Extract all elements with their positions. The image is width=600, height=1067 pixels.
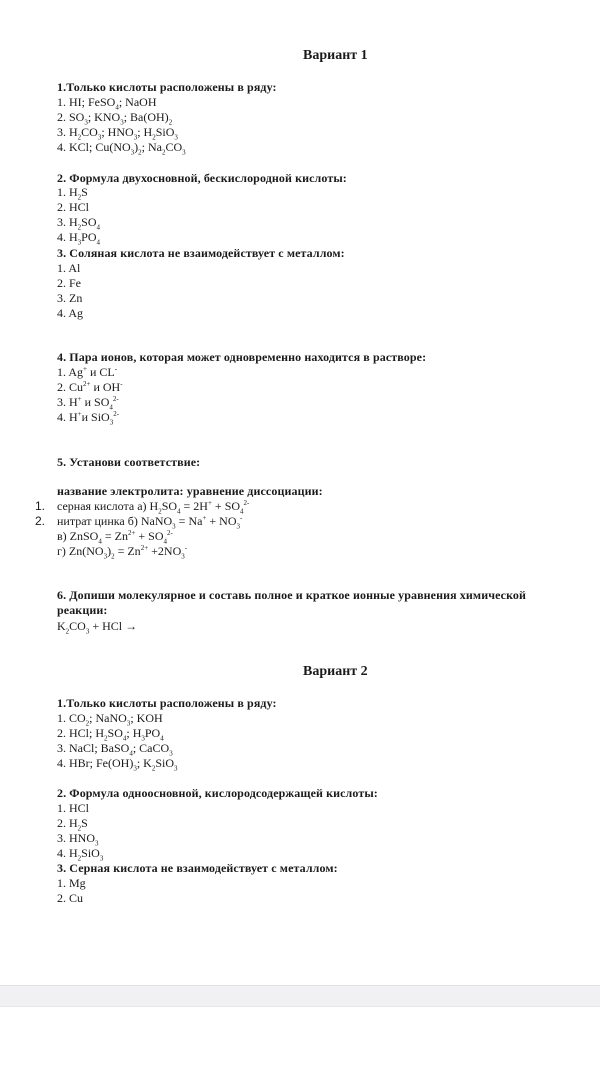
v1-q3-option-2: 2. Fe xyxy=(57,276,81,290)
v1-q5-list-number-1: 1. xyxy=(35,499,46,513)
v2-q1-title: 1.Только кислоты расположены в ряду: xyxy=(57,696,277,710)
v2-q3-title: 3. Серная кислота не взаимодействует с металлом: xyxy=(57,861,338,875)
v1-q4-option-3: 3. H+ и $SO_4^{2-}$ xyxy=(57,395,119,412)
v1-q1-option-3: 3. $H_2CO_3$; $HNO_3$; $H_2SiO_3$ xyxy=(57,125,178,142)
v2-q1-option-1: 1. $CO_2$; NaNO$_3$; KOH xyxy=(57,711,163,728)
v1-q2-option-1: 1. $H_2S$ xyxy=(57,185,88,202)
v1-q2-title: 2. Формула двухосновной, бескислородной кислоты: xyxy=(57,171,347,185)
v2-q3-option-2: 2. Cu xyxy=(57,891,84,905)
v1-q4-option-2: 2. $Cu^{2+}$ и OH- xyxy=(57,380,123,394)
v1-q1-option-4: 4. KCl; $Cu(NO_3)_2$; $Na_2CO_3$ xyxy=(57,140,186,157)
variant-2-title: Вариант 2 xyxy=(303,664,368,679)
v2-q2-option-1: 1. HCl xyxy=(57,801,90,815)
v1-q5-title: 5. Установи соответствие: xyxy=(57,455,201,469)
page-separator xyxy=(0,985,600,1007)
v1-q5-subtitle: название электролита: уравнение диссоциации: xyxy=(57,484,323,498)
v1-q3-option-1: 1. Al xyxy=(57,261,81,275)
v2-q3-option-1: 1. Mg xyxy=(57,876,86,890)
v1-q6-title-line-2: реакции: xyxy=(57,603,108,617)
v1-q5-item-4: г) $Zn(NO_3)_2 = Zn^{2+} +2NO_3^-$ xyxy=(57,544,188,561)
v1-q5-item-2: нитрат цинка б) NaNO$_3$ = $Na^+ + NO_3^-$ xyxy=(57,514,243,531)
v1-q2-option-3: 3. $H_2SO_4$ xyxy=(57,215,101,232)
v2-q1-option-4: 4. HBr; $Fe(OH)_3$; $K_2SiO_3$ xyxy=(57,756,178,773)
v1-q1-option-2: 2. $SO_3$; $KNO_3$; $Ba(OH)_2$ xyxy=(57,110,173,127)
v1-q4-title: 4. Пара ионов, которая может одновременно находится в растворе: xyxy=(57,350,427,364)
v2-q2-option-4: 4. $H_2SiO_3$ xyxy=(57,846,104,863)
v2-q1-option-2: 2. HCl; $H_2SO_4$; $H_3PO_4$ xyxy=(57,726,164,743)
v1-q2-option-4: 4. $H_3PO_4$ xyxy=(57,230,101,247)
v2-q1-option-3: 3. NaCl; BaSO$_4$; CaCO$_3$ xyxy=(57,741,173,758)
v2-q2-option-3: 3. $HNO_3$ xyxy=(57,831,99,848)
v1-q3-option-4: 4. Ag xyxy=(57,306,84,320)
v1-q5-item-3: в) ZnSO$_4$ = $Zn^{2+} + SO_4^{2-}$ xyxy=(57,529,173,546)
v1-q4-option-4: 4. H+и SiO$_3^{2-}$ xyxy=(57,410,120,427)
v2-q2-option-2: 2. $H_2S$ xyxy=(57,816,88,833)
v1-q6-equation: $K_2CO_3$ + HCl → xyxy=(57,619,138,636)
v2-q2-title: 2. Формула одноосновной, кислородсодержащей кислоты: xyxy=(57,786,378,800)
v1-q1-title: 1.Только кислоты расположены в ряду: xyxy=(57,80,277,94)
v1-q4-option-1: 1. Ag+ и CL- xyxy=(57,365,118,379)
variant-1-title: Вариант 1 xyxy=(303,48,368,63)
v1-q6-title-line-1: 6. Допиши молекулярное и составь полное и краткое ионные уравнения химической xyxy=(57,588,527,602)
v1-q1-option-1: 1. HI; FeSO$_4$; NaOH xyxy=(57,95,157,112)
v1-q2-option-2: 2. HCl xyxy=(57,200,90,214)
v1-q3-option-3: 3. Zn xyxy=(57,291,83,305)
v1-q3-title: 3. Соляная кислота не взаимодействует с металлом: xyxy=(57,246,345,260)
v1-q5-list-number-2: 2. xyxy=(35,514,46,528)
v1-q5-item-1: серная кислота а) $H_2SO_4 = 2H^+ + SO_4^{2-}$ xyxy=(57,499,250,516)
